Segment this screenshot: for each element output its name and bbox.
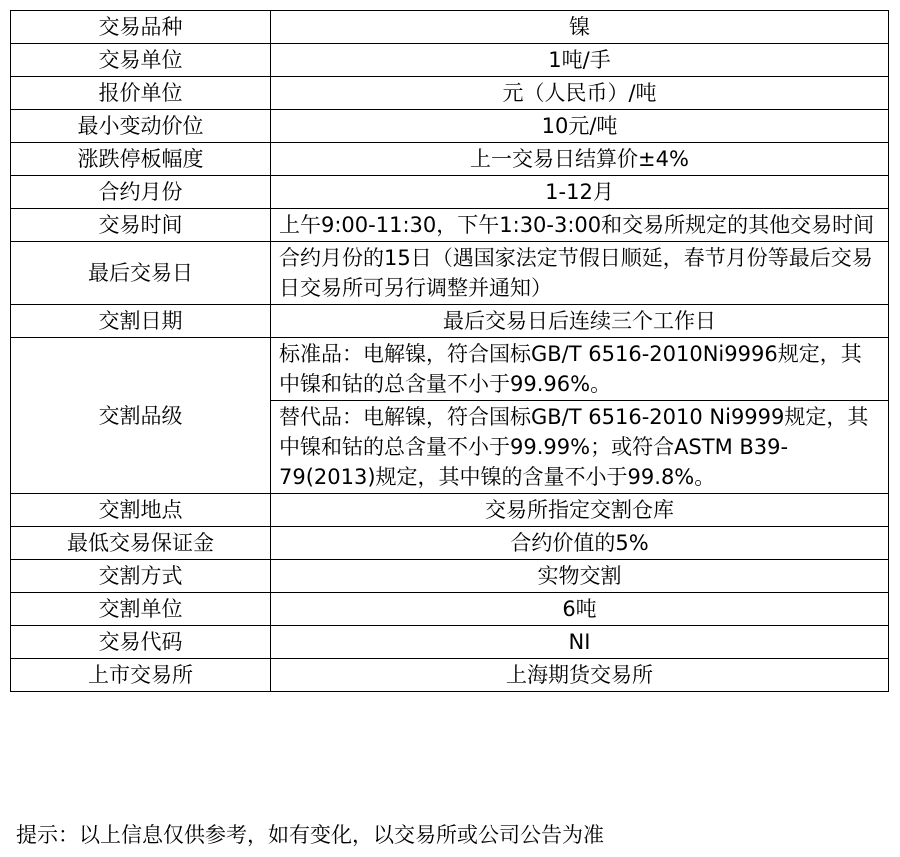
table-row <box>11 77 889 110</box>
table-row <box>11 209 889 242</box>
table-row <box>11 338 889 401</box>
table-row <box>11 11 889 44</box>
table-row <box>11 110 889 143</box>
row-label: 合约月份 <box>11 176 271 209</box>
row-label: 最低交易保证金 <box>11 527 271 560</box>
table-row <box>11 626 889 659</box>
row-label: 最后交易日 <box>11 242 271 305</box>
row-value: 元（人民币）/吨 <box>271 77 889 110</box>
row-value: 最后交易日后连续三个工作日 <box>271 305 889 338</box>
table-row <box>11 659 889 692</box>
row-label: 涨跌停板幅度 <box>11 143 271 176</box>
row-value: 10元/吨 <box>271 110 889 143</box>
row-value: 上一交易日结算价±4% <box>271 143 889 176</box>
row-label: 交割地点 <box>11 494 271 527</box>
table-row <box>11 44 889 77</box>
row-value-substitute: 替代品：电解镍，符合国标GB/T 6516-2010 Ni9999规定，其中镍和钴的总含量不小于99.99%；或符合ASTM B39-79(2013)规定，其中镍的含量不小于99.8%。 <box>271 401 889 494</box>
disclaimer-note: 提示：以上信息仅供参考，如有变化，以交易所或公司公告为准 <box>16 823 604 847</box>
row-label: 交割日期 <box>11 305 271 338</box>
row-label: 交割方式 <box>11 560 271 593</box>
row-value: 1-12月 <box>271 176 889 209</box>
row-label: 最小变动价位 <box>11 110 271 143</box>
row-value: 合约价值的5% <box>271 527 889 560</box>
table-row <box>11 176 889 209</box>
row-label: 交易代码 <box>11 626 271 659</box>
row-label: 交易品种 <box>11 11 271 44</box>
row-value: 6吨 <box>271 593 889 626</box>
table-row <box>11 305 889 338</box>
row-value: 实物交割 <box>271 560 889 593</box>
row-value-standard: 标准品：电解镍，符合国标GB/T 6516-2010Ni9996规定，其中镍和钴的总含量不小于99.96%。 <box>271 338 889 401</box>
table-row <box>11 593 889 626</box>
table-row <box>11 527 889 560</box>
row-label: 交割品级 <box>11 338 271 494</box>
row-label: 交割单位 <box>11 593 271 626</box>
row-value: 镍 <box>271 11 889 44</box>
row-value: 交易所指定交割仓库 <box>271 494 889 527</box>
table-row <box>11 560 889 593</box>
row-value: 上海期货交易所 <box>271 659 889 692</box>
table-row <box>11 494 889 527</box>
row-label: 报价单位 <box>11 77 271 110</box>
contract-spec-table <box>10 10 889 692</box>
row-label: 交易单位 <box>11 44 271 77</box>
table-row <box>11 242 889 305</box>
table-row <box>11 143 889 176</box>
row-value: NI <box>271 626 889 659</box>
row-value: 上午9:00-11:30，下午1:30-3:00和交易所规定的其他交易时间 <box>271 209 889 242</box>
row-value: 合约月份的15日（遇国家法定节假日顺延，春节月份等最后交易日交易所可另行调整并通知） <box>271 242 889 305</box>
row-label: 上市交易所 <box>11 659 271 692</box>
row-value: 1吨/手 <box>271 44 889 77</box>
row-label: 交易时间 <box>11 209 271 242</box>
